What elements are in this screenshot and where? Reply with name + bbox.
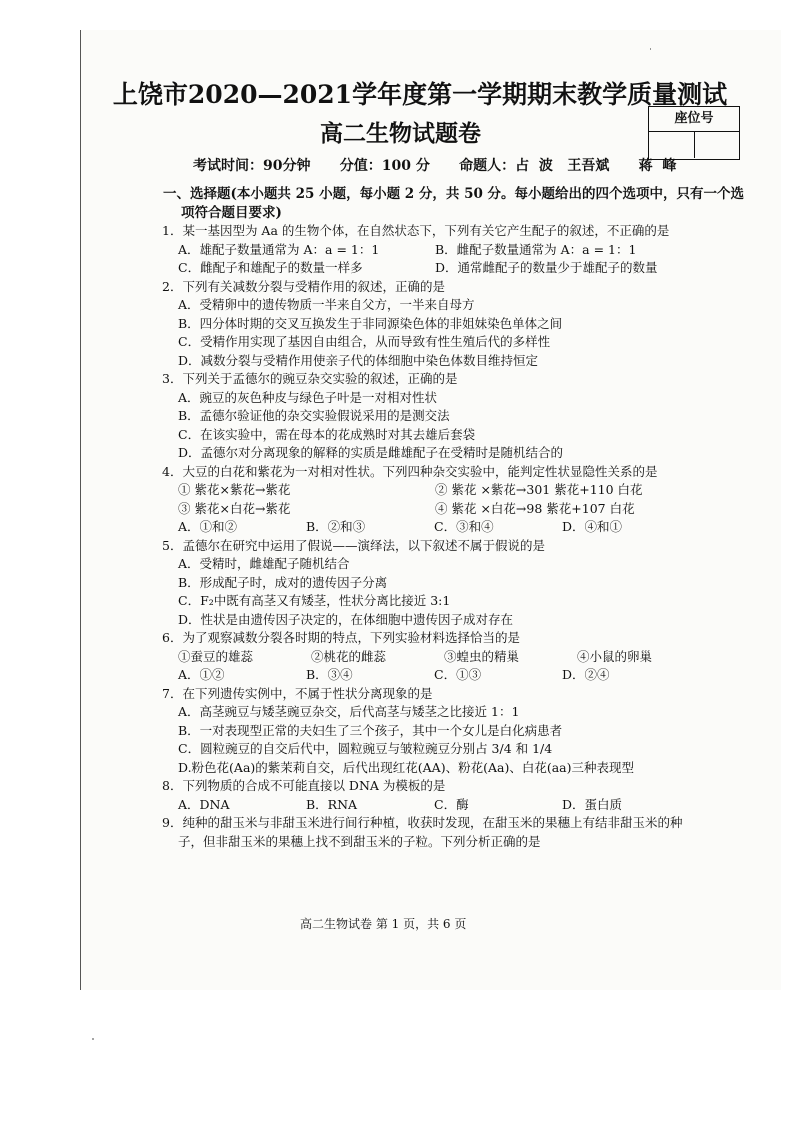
option-c: C．①③ <box>434 667 482 682</box>
material-2: ②桃花的雌蕊 <box>311 648 387 664</box>
option-b: B．②和③ <box>306 519 366 534</box>
question-stem: 9．纯种的甜玉米与非甜玉米进行间行种植，收获时发现，在甜玉米的果穗上有结非甜玉米的种 <box>162 815 683 830</box>
cross-2: ② 紫花 ×紫花→301 紫花+110 白花 <box>435 482 643 497</box>
option-a: A．①和② <box>178 519 238 534</box>
seat-number-label: 座位号 <box>649 107 739 132</box>
exam-info-line: 考试时间：90分钟 分值：100 分 命题人：占 波 王吾斌 蒋 峰 <box>193 158 677 174</box>
option-d: D．孟德尔对分离现象的解释的实质是雌雄配子在受精时是随机结合的 <box>178 445 564 460</box>
cross-1: ① 紫花×紫花→紫花 <box>178 482 291 497</box>
question-stem: 6．为了观察减数分裂各时期的特点，下列实验材料选择恰当的是 <box>162 630 520 645</box>
option-d: D．通常雌配子的数量少于雄配子的数量 <box>435 260 658 275</box>
option-d: D．蛋白质 <box>562 796 623 812</box>
option-c: C．圆粒豌豆的自交后代中，圆粒豌豆与皱粒豌豆分别占 3/4 和 1/4 <box>178 741 553 756</box>
option-a: A．受精卵中的遗传物质一半来自父方，一半来自母方 <box>178 297 475 312</box>
section-line-1: 一、选择题(本小题共 25 小题，每小题 2 分，共 50 分。每小题给出的四个选项中，只有一个选 <box>163 186 745 202</box>
question-6 <box>162 629 727 685</box>
option-c: C．雌配子和雄配子的数量一样多 <box>178 260 363 275</box>
option-c: C．酶 <box>434 796 469 812</box>
option-a: A．雄配子数量通常为 A：a = 1：1 <box>178 241 380 257</box>
question-5 <box>162 537 727 630</box>
question-stem: 8．下列物质的合成不可能直接以 DNA 为模板的是 <box>162 778 446 793</box>
exam-title: 上饶市2020—2021学年度第一学期期末教学质量测试 <box>112 80 728 109</box>
option-b: B．一对表现型正常的夫妇生了三个孩子，其中一个女儿是白化病患者 <box>178 722 563 738</box>
question-stem: 5．孟德尔在研究中运用了假说——演绎法，以下叙述不属于假说的是 <box>162 537 545 553</box>
question-stem: 1．某一基因型为 Aa 的生物个体，在自然状态下，下列有关它产生配子的叙述，不正确的是 <box>162 223 670 238</box>
question-stem-continued: 子，但非甜玉米的果穗上找不到甜玉米的子粒。下列分析正确的是 <box>178 833 541 849</box>
option-b: B．RNA <box>306 796 358 812</box>
option-a: A．高茎豌豆与矮茎豌豆杂交，后代高茎与矮茎之比接近 1：1 <box>178 704 520 719</box>
material-4: ④小鼠的卵巢 <box>577 648 653 664</box>
option-d: D．②④ <box>562 667 610 682</box>
option-c: C．受精作用实现了基因自由组合，从而导致有性生殖后代的多样性 <box>178 334 551 349</box>
option-d: D．④和① <box>562 519 623 534</box>
option-b: B．③④ <box>306 667 353 682</box>
material-1: ①蚕豆的雄蕊 <box>178 648 254 664</box>
question-list <box>162 222 727 851</box>
question-9 <box>162 814 727 851</box>
option-a: A．受精时，雌雄配子随机结合 <box>178 556 350 571</box>
option-a: A．①② <box>178 667 225 682</box>
option-c: C．③和④ <box>434 519 494 534</box>
question-3 <box>162 370 727 463</box>
question-stem: 7．在下列遗传实例中，不属于性状分离现象的是 <box>162 685 433 701</box>
question-stem: 2．下列有关减数分裂与受精作用的叙述，正确的是 <box>162 278 445 294</box>
scan-speck <box>92 1038 94 1040</box>
question-stem: 3．下列关于孟德尔的豌豆杂交实验的叙述，正确的是 <box>162 371 458 386</box>
seat-cell-2 <box>695 132 740 158</box>
option-d: D．减数分裂与受精作用使亲子代的体细胞中染色体数目维持恒定 <box>178 352 539 368</box>
exam-subtitle: 高二生物试题卷 <box>320 120 481 147</box>
question-stem: 4．大豆的白花和紫花为一对相对性状。下列四种杂交实验中，能判定性状显隐性关系的是 <box>162 463 658 479</box>
question-7 <box>162 685 727 778</box>
seat-number-box <box>648 106 740 160</box>
section-header <box>163 185 763 223</box>
question-1 <box>162 222 727 278</box>
option-b: B．形成配子时，成对的遗传因子分离 <box>178 574 388 590</box>
option-d: D．性状是由遗传因子决定的，在体细胞中遗传因子成对存在 <box>178 611 514 627</box>
option-d: D.粉色花(Aa)的紫茉莉自交，后代出现红花(AA)、粉花(Aa)、白花(aa)三种表现型 <box>178 759 634 775</box>
option-b: B．四分体时期的交叉互换发生于非同源染色体的非姐妹染色单体之间 <box>178 315 563 331</box>
option-a: A．DNA <box>178 796 230 812</box>
page-footer: 高二生物试卷 第 1 页，共 6 页 <box>300 917 467 931</box>
material-3: ③蝗虫的精巢 <box>444 648 520 664</box>
option-c: C．F₂中既有高茎又有矮茎，性状分离比接近 3:1 <box>178 593 451 608</box>
option-b: B．雌配子数量通常为 A：a = 1：1 <box>435 241 637 257</box>
option-b: B．孟德尔验证他的杂交实验假说采用的是测交法 <box>178 408 450 423</box>
question-2 <box>162 278 727 371</box>
question-8 <box>162 777 727 814</box>
cross-3: ③ 紫花×白花→紫花 <box>178 500 291 516</box>
question-4 <box>162 463 727 537</box>
section-line-2: 项符合题目要求) <box>181 205 282 221</box>
scan-speck <box>650 48 651 50</box>
option-a: A．豌豆的灰色种皮与绿色子叶是一对相对性状 <box>178 389 438 405</box>
option-c: C．在该实验中，需在母本的花成熟时对其去雄后套袋 <box>178 426 476 442</box>
cross-4: ④ 紫花 ×白花→98 紫花+107 白花 <box>435 500 635 516</box>
